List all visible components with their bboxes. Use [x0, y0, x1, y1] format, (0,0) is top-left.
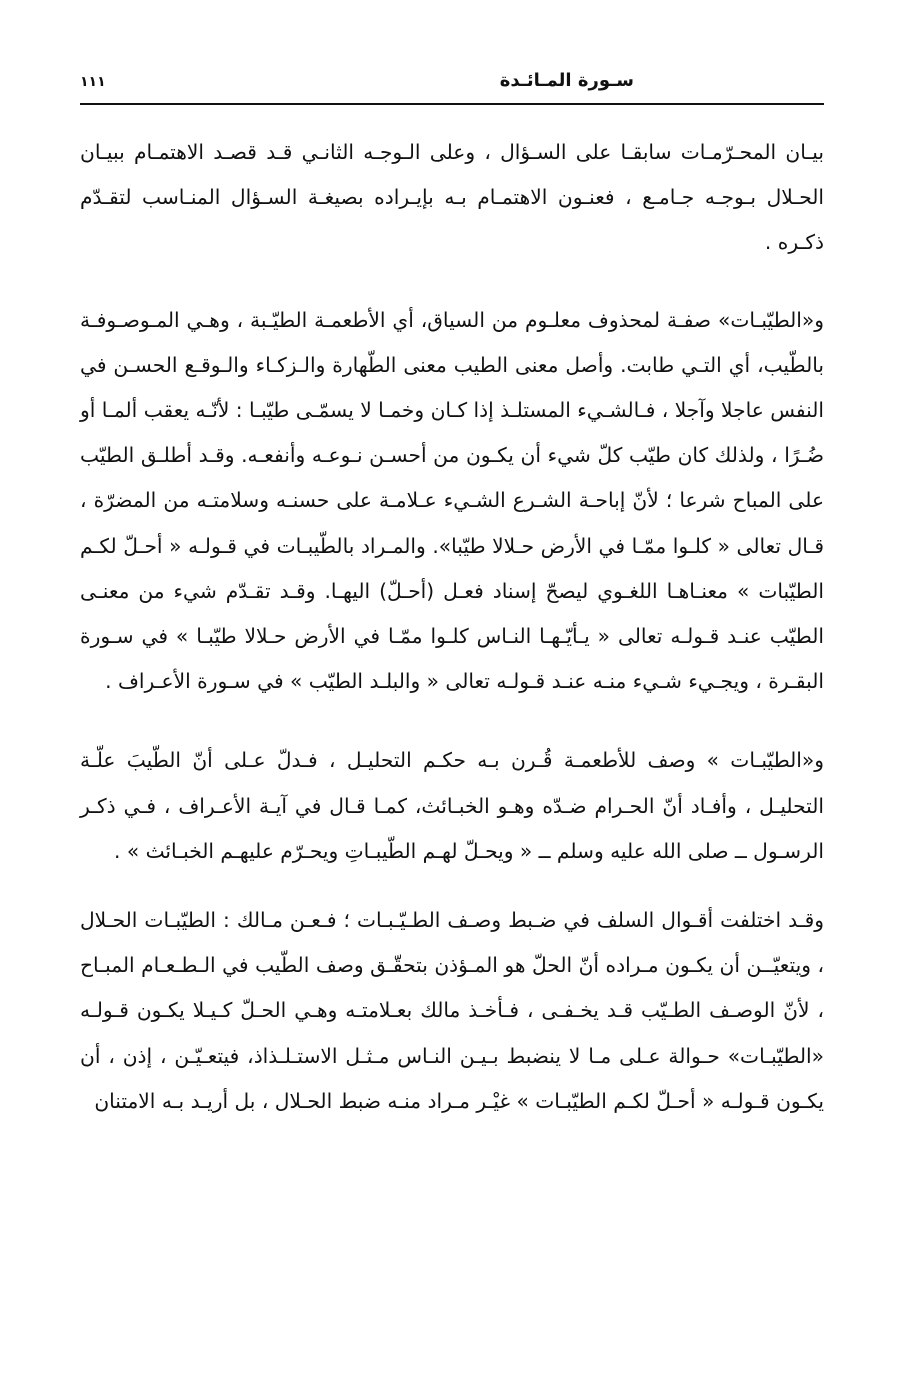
paragraph-gap	[80, 874, 824, 898]
surah-title: سـورة المـائـدة	[499, 70, 634, 91]
paragraph-gap	[80, 266, 824, 298]
header-rule	[80, 103, 824, 105]
paragraph-2: و«الطيّبـات» صفـة لمحذوف معلـوم من السياق، أي الأطعمـة الطيّـبة ، وهـي المـوصـوفـة بالطّيب، أي التـي طابت. وأصل معنى الطيب معنى الطّهارة والـزكـاء والـوقـع الحسـن في النفس عاجلا وآجلا ، فـالشـيء المستلـذ إذا كـان وخمـا لا يسمّـى طيّبـا : لأنّـه يعقب ألمـا أو ضُـرًا ، ولذلك كان طيّب كلّ شيء أن يكـون من أحسـن نـوعـه وأنفعـه. وقـد أطلـق الطيّب على المباح شرعا ؛ لأنّ إباحـة الشـرع الشـيء عـلامـة على حسنـه وسلامتـه من المضرّة ، قـال تعالى « كلـوا ممّـا في الأرض حـلالا طيّبا». والمـراد بالطّيبـات في قـولـه « أحـلّ لكـم الطيّبات » معنـاهـا اللغـوي ليصحّ إسناد فعـل (أحـلّ) اليهـا. وقـد تقـدّم شيء من معنـى الطيّب عنـد قـولـه تعالى « يـأيّـهـا النـاس كلـوا ممّـا في الأرض حـلالا طيّبـا » في سـورة البقـرة ، ويجـيء شـيء منـه عنـد قـولـه تعالى « والبلـد الطيّب » في سـورة الأعـراف .	[80, 307, 824, 694]
paragraph-gap	[80, 704, 824, 738]
page-header	[80, 68, 824, 98]
page-number: ١١١	[80, 74, 106, 90]
body-text	[80, 130, 824, 1124]
paragraph-4: وقـد اختلفت أقـوال السلف في ضـبط وصـف الطـيّـبـات ؛ فـعـن مـالك : الطيّبـات الحـلال ، ويتعيّــن أن يكـون مـراده أنّ الحلّ هو المـؤذن بتحقّـق وصف الطّيب في الـطـعـام المبـاح ، لأنّ الوصـف الطـيّب قـد يخـفـى ، فـأخـذ مالك بعـلامتـه وهـي الحـلّ كـيـلا يكـون قـولـه «الطيّبـات» حـوالة عـلى مـا لا ينضبط بـيـن النـاس مـثـل الاستـلـذاذ، فيتعـيّـن ، إذن ، أن يكـون قـولـه « أحـلّ لكـم الطيّبـات » غيْـر مـراد منـه ضبط الحـلال ، بل أريـد بـه الامتنان	[80, 908, 824, 1113]
paragraph-1: بيـان المحـرّمـات سابقـا على السـؤال ، وعلى الـوجـه الثانـي قـد قصـد الاهتمـام ببيـان الحـلال بـوجـه جـامـع ، فعنـون الاهتمـام بـه بإيـراده بصيغـة السـؤال المنـاسب لتقـدّم ذكـره .	[80, 140, 824, 255]
paragraph-3: و«الطيّبـات » وصف للأطعمـة قُـرن بـه حكـم التحليـل ، فـدلّ عـلى أنّ الطّيبَ علّـة التحليـل ، وأفـاد أنّ الحـرام ضـدّه وهـو الخبـائث، كمـا قـال في آيـة الأعـراف ، فـي ذكـر الرسـول ــ صلى الله عليه وسلم ــ « ويحـلّ لهـم الطّيبـاتِ ويحـرّم عليهـم الخبـائث » .	[80, 748, 824, 863]
